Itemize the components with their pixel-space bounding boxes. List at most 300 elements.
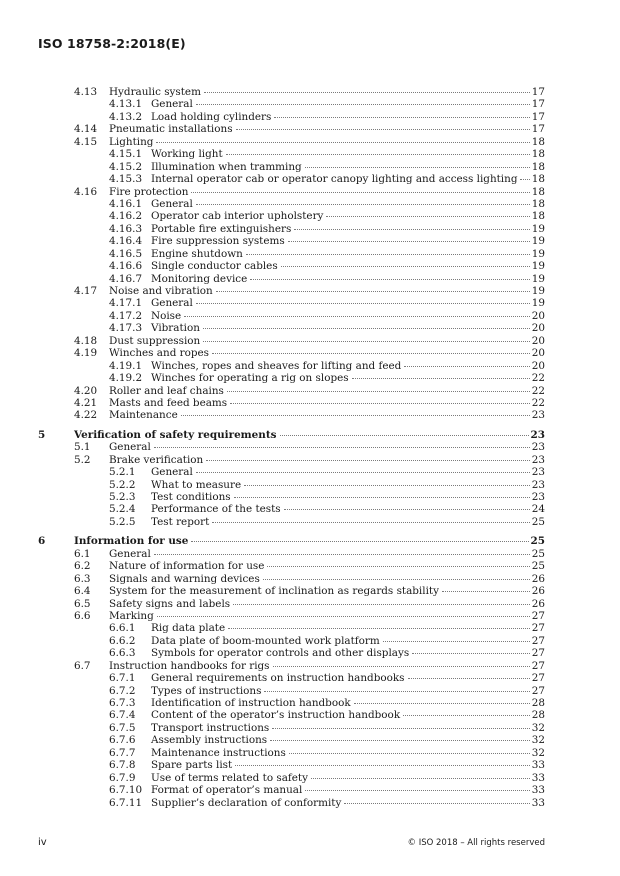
toc-entry-number: 6.7.3	[109, 697, 136, 709]
toc-entry-page: 19	[531, 297, 545, 310]
toc-entry-page: 33	[531, 784, 545, 797]
toc-entry-line	[151, 148, 545, 160]
toc-entry-page: 32	[531, 746, 545, 759]
toc-entry-title[interactable]: Dust suppression	[109, 334, 201, 347]
toc-entry[interactable]	[0, 397, 620, 409]
toc-entry-number: 6.7.6	[109, 734, 136, 747]
toc-entry-number: 6.7.4	[109, 709, 136, 722]
toc-entry-line	[109, 598, 545, 610]
toc-entry-line	[151, 797, 545, 809]
toc-entry[interactable]	[0, 372, 620, 384]
dot-leader	[212, 522, 530, 523]
dot-leader	[289, 753, 530, 754]
toc-entry-title[interactable]: Maintenance instructions	[151, 746, 286, 759]
toc-entry-title[interactable]: Test report	[151, 515, 210, 528]
toc-entry-page: 20	[531, 347, 545, 360]
toc-entry-title[interactable]: General	[151, 466, 193, 479]
dot-leader	[196, 104, 530, 105]
toc-entry-page: 19	[531, 272, 545, 285]
toc-entry-line	[151, 273, 545, 285]
toc-entry[interactable]	[0, 409, 620, 421]
toc-entry-title[interactable]: Marking	[109, 609, 154, 622]
toc-entry-page: 18	[531, 135, 545, 148]
toc-entry-title[interactable]: Monitoring device	[151, 272, 248, 285]
toc-entry[interactable]	[0, 148, 620, 160]
toc-entry-page: 18	[531, 197, 545, 210]
dot-leader	[157, 616, 530, 617]
toc-entry-title[interactable]: Data plate of boom-mounted work platform	[151, 634, 380, 647]
toc-entry-number: 6.7.5	[109, 721, 136, 734]
toc-entry-page: 22	[531, 396, 545, 409]
toc-entry-number: 4.18	[74, 334, 98, 347]
toc-entry-page: 26	[531, 572, 545, 585]
toc-entry-line	[151, 759, 545, 771]
toc-entry-line	[74, 535, 545, 547]
toc-entry-page: 23	[531, 441, 545, 454]
dot-leader	[352, 378, 530, 379]
toc-entry-title[interactable]: Illumination when tramming	[151, 160, 302, 173]
toc-entry-number: 6.7	[74, 659, 91, 672]
toc-entry-number: 4.14	[74, 123, 98, 136]
toc-entry-line	[151, 503, 545, 515]
toc-entry-line	[151, 260, 545, 272]
toc-entry-line	[151, 672, 545, 684]
toc-entry[interactable]	[0, 747, 620, 759]
dot-leader	[280, 435, 529, 436]
toc-entry[interactable]	[0, 186, 620, 198]
toc-entry-line	[151, 622, 545, 634]
dot-leader	[196, 303, 530, 304]
toc-entry-title[interactable]: General requirements on instruction handbooks	[151, 672, 405, 685]
dot-leader	[244, 485, 530, 486]
toc-entry-line	[109, 660, 545, 672]
toc-entry[interactable]	[0, 503, 620, 515]
toc-entry-title[interactable]: System for the measurement of inclination as regards stability	[109, 585, 439, 598]
toc-entry-page: 18	[531, 148, 545, 161]
toc-entry-title[interactable]: Transport instructions	[151, 721, 270, 734]
toc-entry-number: 6.6	[74, 609, 91, 622]
toc-entry-number: 4.19.1	[109, 359, 143, 372]
toc-entry[interactable]	[0, 441, 620, 453]
dot-leader	[203, 341, 530, 342]
toc-entry-title[interactable]: Symbols for operator controls and other displays	[151, 647, 410, 660]
dot-leader	[412, 653, 530, 654]
dot-leader	[404, 366, 529, 367]
dot-leader	[246, 254, 530, 255]
toc-entry-title[interactable]: Fire suppression systems	[151, 235, 285, 248]
toc-entry-title[interactable]: Types of instructions	[151, 684, 262, 697]
toc-entry-line	[151, 98, 545, 110]
toc-entry-page: 19	[531, 285, 545, 297]
toc-entry-line	[109, 285, 545, 297]
toc-entry-title[interactable]: Fire protection	[109, 185, 189, 198]
toc-entry-page: 20	[531, 359, 545, 372]
toc-entry[interactable]	[0, 297, 620, 309]
dot-leader	[228, 628, 530, 629]
toc-entry-line	[109, 441, 545, 453]
dot-leader	[191, 192, 529, 193]
toc-entry-page: 32	[531, 734, 545, 747]
toc-entry-line	[151, 479, 545, 491]
toc-entry-line	[151, 734, 545, 746]
toc-entry-number: 4.17.2	[109, 309, 143, 322]
toc-entry-title[interactable]: Operator cab interior upholstery	[151, 210, 324, 223]
dot-leader	[154, 447, 530, 448]
toc-entry-page: 19	[531, 260, 545, 273]
toc-entry-page: 18	[531, 185, 545, 198]
toc-entry[interactable]	[0, 535, 620, 547]
dot-leader	[305, 167, 530, 168]
toc-entry[interactable]	[0, 123, 620, 135]
toc-entry-number: 4.16.2	[109, 210, 143, 223]
toc-entry-number: 6.4	[74, 585, 91, 598]
toc-entry-title[interactable]: Use of terms related to safety	[151, 771, 308, 784]
toc-entry[interactable]	[0, 660, 620, 672]
toc-entry-line	[151, 111, 545, 123]
toc-entry-line	[151, 685, 545, 697]
toc-entry-line	[74, 429, 545, 441]
dot-leader	[227, 391, 530, 392]
toc-entry-title[interactable]: Lighting	[109, 135, 154, 148]
toc-entry-page: 27	[531, 672, 545, 685]
toc-entry-title[interactable]: Spare parts list	[151, 759, 233, 772]
toc-entry-title[interactable]: Portable fire extinguishers	[151, 222, 292, 235]
toc-entry[interactable]	[0, 759, 620, 771]
toc-entry-number: 5.2.3	[109, 491, 136, 503]
toc-entry[interactable]	[0, 111, 620, 123]
toc-entry[interactable]	[0, 310, 620, 322]
toc-entry-title[interactable]: Format of operator’s manual	[151, 784, 303, 797]
toc-entry[interactable]	[0, 585, 620, 597]
toc-entry-page: 18	[531, 160, 545, 173]
toc-entry-line	[151, 709, 545, 721]
toc-entry[interactable]	[0, 548, 620, 560]
toc-entry-number: 6.3	[74, 572, 91, 585]
toc-entry[interactable]	[0, 647, 620, 659]
toc-entry-title[interactable]: Load holding cylinders	[151, 110, 272, 123]
toc-entry-title[interactable]: Masts and feed beams	[109, 396, 228, 409]
toc-entry-title[interactable]: General	[151, 297, 193, 310]
toc-entry-title[interactable]: Winches, ropes and sheaves for lifting and feed	[151, 359, 402, 372]
toc-entry[interactable]	[0, 161, 620, 173]
toc-entry[interactable]	[0, 784, 620, 796]
toc-entry[interactable]	[0, 672, 620, 684]
page-number: iv	[38, 837, 47, 848]
toc-entry-line	[151, 210, 545, 222]
toc-entry-title[interactable]: General	[151, 98, 193, 111]
toc-entry-line	[151, 223, 545, 235]
toc-entry[interactable]	[0, 516, 620, 528]
toc-entry[interactable]	[0, 210, 620, 222]
toc-entry-title[interactable]: Winches for operating a rig on slopes	[151, 372, 349, 385]
toc-entry[interactable]	[0, 697, 620, 709]
dot-leader	[263, 579, 530, 580]
toc-entry-page: 33	[531, 796, 545, 809]
toc-entry[interactable]	[0, 454, 620, 466]
dot-leader	[354, 703, 530, 704]
dot-leader	[196, 204, 530, 205]
toc-entry[interactable]	[0, 622, 620, 634]
toc-entry-page: 25	[531, 560, 545, 573]
toc-entry-title[interactable]: Noise	[151, 309, 182, 322]
toc-entry[interactable]	[0, 685, 620, 697]
dot-leader	[403, 715, 530, 716]
dot-leader	[235, 765, 530, 766]
dot-leader	[206, 460, 530, 461]
toc-entry-page: 33	[531, 771, 545, 784]
toc-entry-page: 23	[531, 409, 545, 422]
toc-entry-line	[109, 585, 545, 597]
toc-entry[interactable]	[0, 322, 620, 334]
toc-entry[interactable]	[0, 635, 620, 647]
toc-entry[interactable]	[0, 173, 620, 185]
dot-leader	[203, 328, 530, 329]
dot-leader	[236, 129, 530, 130]
toc-entry[interactable]	[0, 722, 620, 734]
dot-leader	[272, 728, 530, 729]
toc-entry[interactable]	[0, 335, 620, 347]
toc-entry-page: 28	[531, 697, 545, 709]
toc-entry[interactable]	[0, 385, 620, 397]
toc-entry-title[interactable]: Internal operator cab or operator canopy lighting and access lighting	[151, 173, 518, 186]
toc-entry-line	[109, 560, 545, 572]
dot-leader	[383, 641, 530, 642]
dot-leader	[191, 541, 528, 542]
toc-entry-title[interactable]: Test conditions	[151, 491, 231, 503]
toc-entry-line	[109, 136, 545, 148]
toc-entry-page: 23	[531, 466, 545, 479]
dot-leader	[154, 554, 530, 555]
toc-entry-page: 20	[531, 322, 545, 335]
dot-leader	[281, 266, 530, 267]
toc-entry-title[interactable]: Safety signs and labels	[109, 597, 231, 610]
toc-entry[interactable]	[0, 223, 620, 235]
toc-entry-number: 6.7.10	[109, 784, 143, 797]
toc-entry-line	[109, 548, 545, 560]
toc-entry-line	[109, 610, 545, 622]
toc-entry-number: 4.15	[74, 135, 98, 148]
toc-entry-number: 4.17	[74, 285, 98, 297]
toc-entry-page: 18	[531, 173, 545, 186]
toc-entry-number: 6.6.2	[109, 634, 136, 647]
toc-entry-title[interactable]: General	[109, 441, 151, 454]
toc-entry-page: 27	[531, 609, 545, 622]
toc-entry[interactable]	[0, 598, 620, 610]
toc-entry[interactable]	[0, 273, 620, 285]
toc-entry-line	[151, 198, 545, 210]
toc-entry-line	[151, 466, 545, 478]
toc-entry-line	[151, 647, 545, 659]
toc-entry-line	[109, 86, 545, 98]
toc-entry-line	[151, 697, 545, 709]
toc-entry-number: 4.19	[74, 347, 98, 360]
toc-entry[interactable]	[0, 248, 620, 260]
toc-entry-line	[109, 409, 545, 421]
toc-entry-number: 4.21	[74, 396, 98, 409]
toc-entry-page: 18	[531, 210, 545, 223]
dot-leader	[305, 790, 529, 791]
toc-entry-title[interactable]: Pneumatic installations	[109, 123, 233, 136]
toc-entry-number: 4.13	[74, 86, 98, 98]
toc-entry-number: 4.16.5	[109, 247, 143, 260]
dot-leader	[294, 229, 529, 230]
toc-entry-page: 27	[531, 634, 545, 647]
toc-entry-page: 23	[531, 478, 545, 491]
toc-entry-page: 23	[531, 453, 545, 466]
toc-entry[interactable]	[0, 86, 620, 98]
toc-entry-number: 4.20	[74, 384, 98, 397]
toc-entry-line	[151, 310, 545, 322]
toc-entry-line	[151, 322, 545, 334]
dot-leader	[216, 291, 530, 292]
toc-entry-page: 25	[531, 515, 545, 528]
toc-entry[interactable]	[0, 573, 620, 585]
toc-entry-line	[151, 722, 545, 734]
toc-entry-line	[151, 161, 545, 173]
toc-entry-title[interactable]: Supplier’s declaration of conformity	[151, 796, 342, 809]
toc-entry-title[interactable]: Noise and vibration	[109, 285, 213, 297]
dot-leader	[226, 154, 530, 155]
toc-entry-line	[151, 772, 545, 784]
dot-leader	[156, 142, 529, 143]
toc-entry[interactable]	[0, 610, 620, 622]
toc-entry-title[interactable]: Information for use	[74, 535, 189, 548]
toc-entry-number: 5.2.4	[109, 503, 136, 516]
toc-entry[interactable]	[0, 429, 620, 441]
toc-entry-number: 4.16	[74, 185, 98, 198]
toc-entry-number: 4.15.2	[109, 160, 143, 173]
toc-entry-number: 5.2.1	[109, 466, 136, 479]
toc-entry-number: 4.15.3	[109, 173, 143, 186]
toc-entry-number: 6.7.1	[109, 672, 136, 685]
toc-entry[interactable]	[0, 709, 620, 721]
toc-entry-title[interactable]: Assembly instructions	[151, 734, 268, 747]
toc-entry-number: 6.7.9	[109, 771, 136, 784]
dot-leader	[233, 604, 530, 605]
toc-entry-page: 33	[531, 759, 545, 772]
toc-entry-page: 17	[531, 86, 545, 98]
dot-leader	[184, 316, 530, 317]
toc-entry[interactable]	[0, 560, 620, 572]
toc-entry-number: 4.13.1	[109, 98, 143, 111]
toc-entry-title[interactable]: Instruction handbooks for rigs	[109, 659, 270, 672]
toc-entry[interactable]	[0, 797, 620, 809]
toc-entry-page: 27	[531, 647, 545, 660]
dot-leader	[264, 691, 529, 692]
toc-entry[interactable]	[0, 734, 620, 746]
toc-entry-page: 27	[531, 659, 545, 672]
toc-entry-line	[109, 573, 545, 585]
toc-entry-page: 24	[531, 503, 545, 516]
toc-entry-page: 17	[531, 123, 545, 136]
toc-entry-number: 4.16.1	[109, 197, 143, 210]
dot-leader	[311, 778, 530, 779]
dot-leader	[270, 740, 530, 741]
toc-entry[interactable]	[0, 136, 620, 148]
toc-entry-number: 6.6.1	[109, 622, 136, 635]
toc-entry-title[interactable]: Rig data plate	[151, 622, 226, 635]
copyright-notice: © ISO 2018 – All rights reserved	[407, 838, 545, 848]
toc-entry-number: 6.2	[74, 560, 91, 573]
toc-entry-line	[109, 335, 545, 347]
toc-entry-number: 4.17.1	[109, 297, 143, 310]
toc-entry[interactable]	[0, 198, 620, 210]
dot-leader	[274, 117, 529, 118]
toc-entry-title[interactable]: Signals and warning devices	[109, 572, 260, 585]
toc-entry-title[interactable]: General	[151, 197, 193, 210]
toc-entry-page: 19	[531, 247, 545, 260]
toc-entry-number: 6.7.8	[109, 759, 136, 772]
toc-entry[interactable]	[0, 260, 620, 272]
toc-entry-number: 4.16.7	[109, 272, 143, 285]
toc-entry-number: 6.1	[74, 547, 91, 560]
toc-entry-line	[109, 454, 545, 466]
toc-entry-number: 4.13.2	[109, 110, 143, 123]
toc-entry-number: 4.16.6	[109, 260, 143, 273]
dot-leader	[326, 216, 529, 217]
toc-entry[interactable]	[0, 772, 620, 784]
toc-entry-page: 23	[531, 491, 545, 503]
toc-entry[interactable]	[0, 98, 620, 110]
toc-entry[interactable]	[0, 491, 620, 503]
toc-entry-title[interactable]: General	[109, 547, 151, 560]
dot-leader	[250, 279, 530, 280]
toc-entry-title[interactable]: Working light	[151, 148, 223, 161]
toc-entry-title[interactable]: Identification of instruction handbook	[151, 697, 351, 709]
toc-entry-title[interactable]: Maintenance	[109, 409, 178, 422]
toc-entry-title[interactable]: Roller and leaf chains	[109, 384, 224, 397]
toc-entry[interactable]	[0, 347, 620, 359]
dot-leader	[520, 179, 529, 180]
toc-entry-title[interactable]: Brake verification	[109, 453, 204, 466]
toc-entry[interactable]	[0, 285, 620, 297]
toc-entry-line	[151, 747, 545, 759]
toc-entry-page: 28	[531, 709, 545, 722]
toc-entry-title[interactable]: Hydraulic system	[109, 86, 201, 98]
dot-leader	[204, 92, 530, 93]
toc-entry-line	[109, 186, 545, 198]
toc-entry-number: 6.7.2	[109, 684, 136, 697]
toc-entry-number: 4.19.2	[109, 372, 143, 385]
toc-entry-page: 23	[530, 428, 545, 441]
toc-entry[interactable]	[0, 466, 620, 478]
toc-entry-title[interactable]: Engine shutdown	[151, 247, 243, 260]
toc-entry[interactable]	[0, 479, 620, 491]
toc-entry-number: 5.2	[74, 453, 91, 466]
toc-entry-title[interactable]: Single conductor cables	[151, 260, 278, 273]
toc-entry[interactable]	[0, 235, 620, 247]
toc-entry-title[interactable]: What to measure	[151, 478, 242, 491]
dot-leader	[212, 353, 530, 354]
toc-entry-title[interactable]: Verification of safety requirements	[74, 428, 277, 441]
toc-entry-title[interactable]: Vibration	[151, 322, 200, 335]
toc-entry-title[interactable]: Winches and ropes	[109, 347, 210, 360]
toc-entry-page: 17	[531, 110, 545, 123]
toc-entry-page: 27	[531, 622, 545, 635]
toc-entry-title[interactable]: Performance of the tests	[151, 503, 281, 516]
toc-entry-page: 19	[531, 235, 545, 248]
toc-entry-page: 19	[531, 222, 545, 235]
toc-entry[interactable]	[0, 360, 620, 372]
toc-entry-page: 27	[531, 684, 545, 697]
toc-entry-page: 25	[531, 547, 545, 560]
toc-entry-number: 6.5	[74, 597, 91, 610]
dot-leader	[196, 472, 530, 473]
toc-entry-title[interactable]: Nature of information for use	[109, 560, 265, 573]
toc-entry-line	[151, 372, 545, 384]
dot-leader	[234, 497, 530, 498]
toc-entry-title[interactable]: Content of the operator’s instruction handbook	[151, 709, 401, 722]
